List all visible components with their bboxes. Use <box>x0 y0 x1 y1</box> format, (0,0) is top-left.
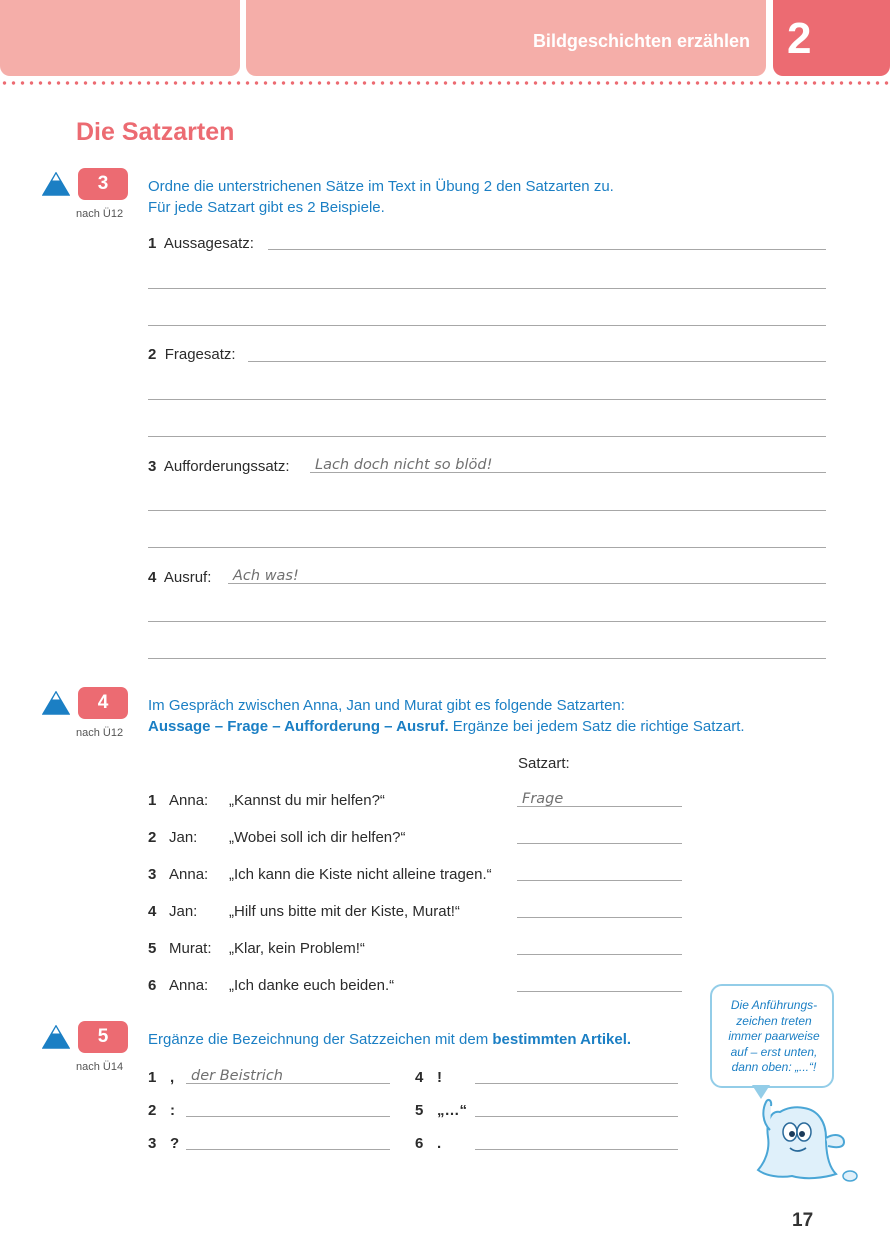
punctuation-mark: . <box>437 1135 442 1152</box>
chapter-title: Bildgeschichten erzählen <box>532 31 750 51</box>
speaker-label: Murat: <box>169 940 212 957</box>
answer-line[interactable] <box>148 621 826 622</box>
item-number: 3 <box>148 458 157 475</box>
punctuation-item <box>148 1135 180 1152</box>
item-number: 4 <box>415 1069 424 1086</box>
chapter-number: 2 <box>787 14 812 63</box>
exercise-instruction <box>148 176 614 218</box>
item-label: Ausruf: <box>163 569 212 586</box>
list-item <box>148 346 236 363</box>
item-number: 1 <box>148 235 157 252</box>
punctuation-mark: : <box>170 1102 175 1119</box>
answer-line[interactable] <box>475 1149 678 1150</box>
dialogue-row <box>148 977 395 994</box>
instruction-bold: bestimmten Artikel. <box>492 1031 632 1048</box>
hint-speech-bubble <box>710 984 834 1088</box>
answer-line[interactable] <box>148 288 826 289</box>
answer-line[interactable] <box>148 510 826 511</box>
difficulty-triangle-icon <box>42 691 70 715</box>
item-label: Aufforderungssatz: <box>163 458 290 475</box>
difficulty-triangle-icon <box>42 1025 70 1049</box>
answer-line[interactable] <box>475 1116 678 1117</box>
punctuation-mark: ? <box>170 1135 180 1152</box>
exercise-instruction <box>148 695 745 737</box>
handwritten-answer: der Beistrich <box>191 1068 283 1084</box>
hint-line: zeichen treten <box>736 1013 812 1028</box>
exercise-number-badge: 3 <box>78 168 128 200</box>
item-number: 6 <box>148 977 157 994</box>
instruction-line: Im Gespräch zwischen Anna, Jan und Murat gibt es folgende Satzarten: <box>148 697 625 714</box>
item-number: 5 <box>415 1102 424 1119</box>
exercise-number-badge: 5 <box>78 1021 128 1053</box>
ghost-mascot-icon <box>740 1092 860 1187</box>
punctuation-mark: , <box>170 1069 175 1086</box>
instruction-line: Ordne die unterstrichenen Sätze im Text in Übung 2 den Satzarten zu. <box>148 178 614 195</box>
answer-line[interactable] <box>517 880 682 881</box>
list-item <box>148 458 290 475</box>
answer-line[interactable] <box>228 583 826 584</box>
dialogue-row <box>148 903 460 920</box>
handwritten-answer: Lach doch nicht so blöd! <box>315 457 493 473</box>
exercise-reference: nach Ü12 <box>76 727 124 739</box>
dialogue-row <box>148 829 406 846</box>
instruction-line: Für jede Satzart gibt es 2 Beispiele. <box>148 199 385 216</box>
hint-line: immer paarweise <box>728 1029 820 1043</box>
punctuation-item <box>415 1069 442 1086</box>
instruction-line <box>148 716 745 737</box>
speaker-label: Anna: <box>169 792 209 809</box>
item-label: Fragesatz: <box>164 346 236 363</box>
answer-line[interactable] <box>517 806 682 807</box>
answer-line[interactable] <box>148 399 826 400</box>
item-number: 4 <box>148 569 157 586</box>
answer-line[interactable] <box>268 249 826 250</box>
hint-line: Die Anführungs- <box>730 998 818 1012</box>
dialogue-row <box>148 792 385 809</box>
exercise-number-badge: 4 <box>78 687 128 719</box>
answer-line[interactable] <box>517 917 682 918</box>
dialogue-row <box>148 866 492 883</box>
dialogue-sentence: „Kannst du mir helfen?“ <box>229 792 385 809</box>
item-number: 1 <box>148 1069 157 1086</box>
item-number: 3 <box>148 866 157 883</box>
item-number: 3 <box>148 1135 157 1152</box>
item-number: 4 <box>148 903 157 920</box>
punctuation-item <box>415 1102 467 1119</box>
item-number: 2 <box>148 1102 157 1119</box>
item-number: 6 <box>415 1135 424 1152</box>
instruction-text: Ergänze die Bezeichnung der Satzzeichen mit dem <box>148 1031 493 1048</box>
dialogue-row <box>148 940 365 957</box>
dialogue-sentence: „Ich kann die Kiste nicht alleine tragen.“ <box>229 866 492 883</box>
punctuation-item <box>148 1102 175 1119</box>
answer-line[interactable] <box>148 436 826 437</box>
hint-line: auf – erst unten, <box>730 1044 818 1059</box>
item-number: 5 <box>148 940 157 957</box>
column-header: Satzart: <box>518 755 570 772</box>
punctuation-item <box>148 1069 175 1086</box>
speaker-label: Jan: <box>169 829 198 846</box>
handwritten-answer: Ach was! <box>233 568 299 584</box>
answer-line[interactable] <box>186 1149 390 1150</box>
item-label: Aussagesatz: <box>163 235 254 252</box>
item-number: 2 <box>148 829 157 846</box>
dialogue-sentence: „Ich danke euch beiden.“ <box>229 977 395 994</box>
answer-line[interactable] <box>517 991 682 992</box>
instruction-bold: Aussage – Frage – Aufforderung – Ausruf. <box>148 718 449 735</box>
answer-line[interactable] <box>517 954 682 955</box>
list-item <box>148 569 211 586</box>
answer-line[interactable] <box>310 472 826 473</box>
exercise-reference: nach Ü14 <box>76 1061 124 1073</box>
answer-line[interactable] <box>148 325 826 326</box>
dialogue-sentence: „Wobei soll ich dir helfen?“ <box>229 829 406 846</box>
header-tab-left <box>0 0 240 76</box>
punctuation-mark: ! <box>437 1069 442 1086</box>
answer-line[interactable] <box>475 1083 678 1084</box>
punctuation-item <box>415 1135 442 1152</box>
exercise-instruction <box>148 1029 631 1050</box>
answer-line[interactable] <box>517 843 682 844</box>
page-title: Die Satzarten <box>76 118 235 146</box>
instruction-text: Ergänze bei jedem Satz die richtige Satzart. <box>448 718 745 735</box>
speaker-label: Anna: <box>169 977 209 994</box>
handwritten-answer: Frage <box>522 791 564 807</box>
item-number: 2 <box>148 346 157 363</box>
hint-line: dann oben: „...“! <box>731 1060 817 1074</box>
speaker-label: Anna: <box>169 866 209 883</box>
list-item <box>148 235 254 252</box>
dialogue-sentence: „Klar, kein Problem!“ <box>229 940 365 957</box>
dialogue-sentence: „Hilf uns bitte mit der Kiste, Murat!“ <box>229 903 460 920</box>
answer-line[interactable] <box>148 658 826 659</box>
speaker-label: Jan: <box>169 903 198 920</box>
answer-line[interactable] <box>186 1083 390 1084</box>
answer-line[interactable] <box>248 361 826 362</box>
page-number: 17 <box>792 1210 814 1231</box>
exercise-reference: nach Ü12 <box>76 208 124 220</box>
answer-line[interactable] <box>148 547 826 548</box>
item-number: 1 <box>148 792 157 809</box>
dotted-divider <box>0 80 890 86</box>
punctuation-mark: „…“ <box>437 1102 467 1119</box>
difficulty-triangle-icon <box>42 172 70 196</box>
answer-line[interactable] <box>186 1116 390 1117</box>
